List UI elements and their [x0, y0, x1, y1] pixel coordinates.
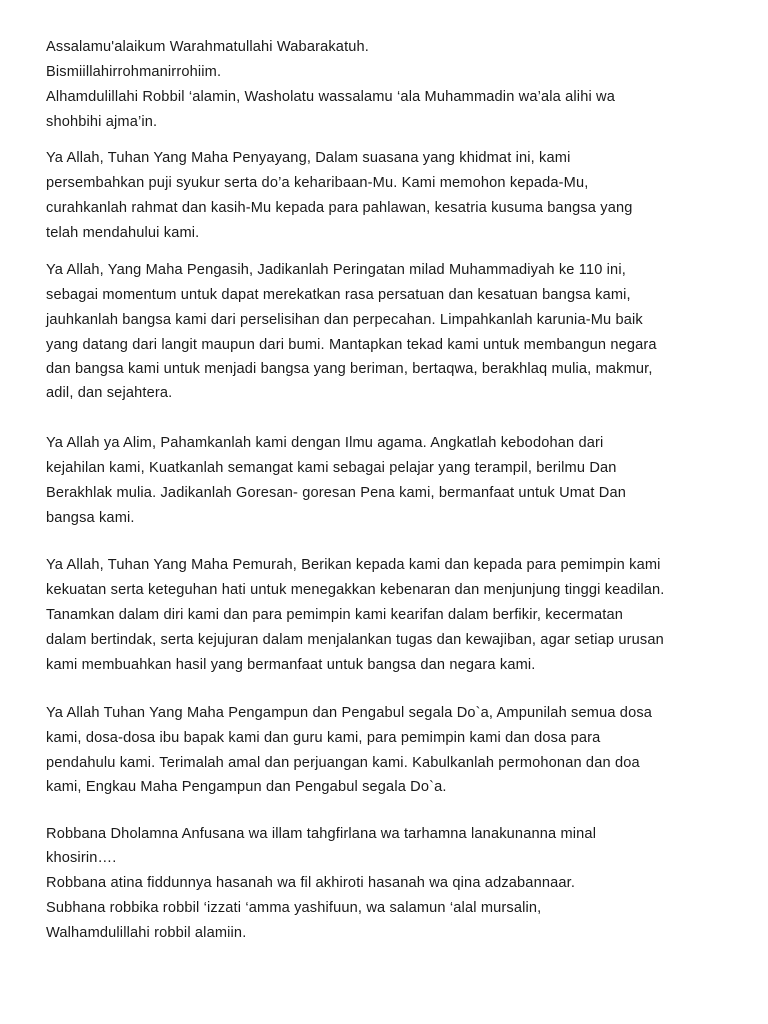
paragraph-line: kami, Engkau Maha Pengampun dan Pengabul segala Do`a. [46, 779, 447, 795]
paragraph-line: kejahilan kami, Kuatkanlah semangat kami sebagai pelajar yang terampil, berilmu Dan [46, 460, 617, 476]
paragraph-line: pendahulu kami. Terimalah amal dan perjuangan kami. Kabulkanlah permohonan dan doa [46, 755, 640, 771]
paragraph-line: sebagai momentum untuk dapat merekatkan rasa persatuan dan kesatuan bangsa kami, [46, 287, 631, 303]
basmalah-line: Bismiillahirrohmanirrohiim. [46, 64, 222, 80]
paragraph-line: dalam bertindak, serta kejujuran dalam menjalankan tugas dan kewajiban, agar setiap urusan [46, 632, 664, 648]
paragraph-line: Ya Allah, Yang Maha Pengasih, Jadikanlah Peringatan milad Muhammadiyah ke 110 ini, [46, 262, 626, 278]
paragraph-line: jauhkanlah bangsa kami dari perselisihan dan perpecahan. Limpahkanlah karunia-Mu baik [46, 312, 643, 328]
paragraph-line: kami membuahkan hasil yang bermanfaat untuk bangsa dan negara kami. [46, 657, 536, 673]
closing-line: Walhamdulillahi robbil alamiin. [46, 925, 247, 941]
paragraph-line: dan bangsa kami untuk menjadi bangsa yang beriman, bertaqwa, berakhlaq mulia, makmur, [46, 361, 653, 377]
salam-line: Assalamu'alaikum Warahmatullahi Wabarakatuh. [46, 39, 370, 55]
hamdalah-line: Alhamdulillahi Robbil ‘alamin, Washolatu wassalamu ‘ala Muhammadin wa’ala alihi wa [46, 89, 616, 105]
closing-line: Subhana robbika robbil ‘izzati ‘amma yashifuun, wa salamun ‘alal mursalin, [46, 900, 542, 916]
paragraph-line: Tanamkan dalam diri kami dan para pemimpin kami kearifan dalam berfikir, kecermatan [46, 607, 623, 623]
paragraph-line: persembahkan puji syukur serta do’a keharibaan-Mu. Kami memohon kepada-Mu, [46, 175, 589, 191]
paragraph-line: yang datang dari langit maupun dari bumi. Mantapkan tekad kami untuk membangun negara [46, 337, 657, 353]
paragraph-line: Ya Allah ya Alim, Pahamkanlah kami dengan Ilmu agama. Angkatlah kebodohan dari [46, 435, 604, 451]
hamdalah-line: shohbihi ajma’in. [46, 114, 158, 130]
paragraph-line: curahkanlah rahmat dan kasih-Mu kepada para pahlawan, kesatria kusuma bangsa yang [46, 200, 633, 216]
paragraph-line: kekuatan serta keteguhan hati untuk menegakkan kebenaran dan menjunjung tinggi keadilan. [46, 582, 665, 598]
paragraph-line: adil, dan sejahtera. [46, 385, 173, 401]
paragraph-line: kami, dosa-dosa ibu bapak kami dan guru kami, para pemimpin kami dan dosa para [46, 730, 601, 746]
closing-line: Robbana Dholamna Anfusana wa illam tahgfirlana wa tarhamna lanakunanna minal [46, 826, 597, 842]
paragraph-line: telah mendahului kami. [46, 225, 200, 241]
paragraph-line: bangsa kami. [46, 510, 135, 526]
paragraph-line: Ya Allah Tuhan Yang Maha Pengampun dan Pengabul segala Do`a, Ampunilah semua dosa [46, 705, 653, 721]
paragraph-line: Berakhlak mulia. Jadikanlah Goresan- goresan Pena kami, bermanfaat untuk Umat Dan [46, 485, 626, 501]
paragraph-line: Ya Allah, Tuhan Yang Maha Pemurah, Berikan kepada kami dan kepada para pemimpin kami [46, 557, 661, 573]
closing-line: khosirin…. [46, 850, 117, 866]
paragraph-line: Ya Allah, Tuhan Yang Maha Penyayang, Dalam suasana yang khidmat ini, kami [46, 150, 571, 166]
closing-line: Robbana atina fiddunnya hasanah wa fil akhiroti hasanah wa qina adzabannaar. [46, 875, 576, 891]
